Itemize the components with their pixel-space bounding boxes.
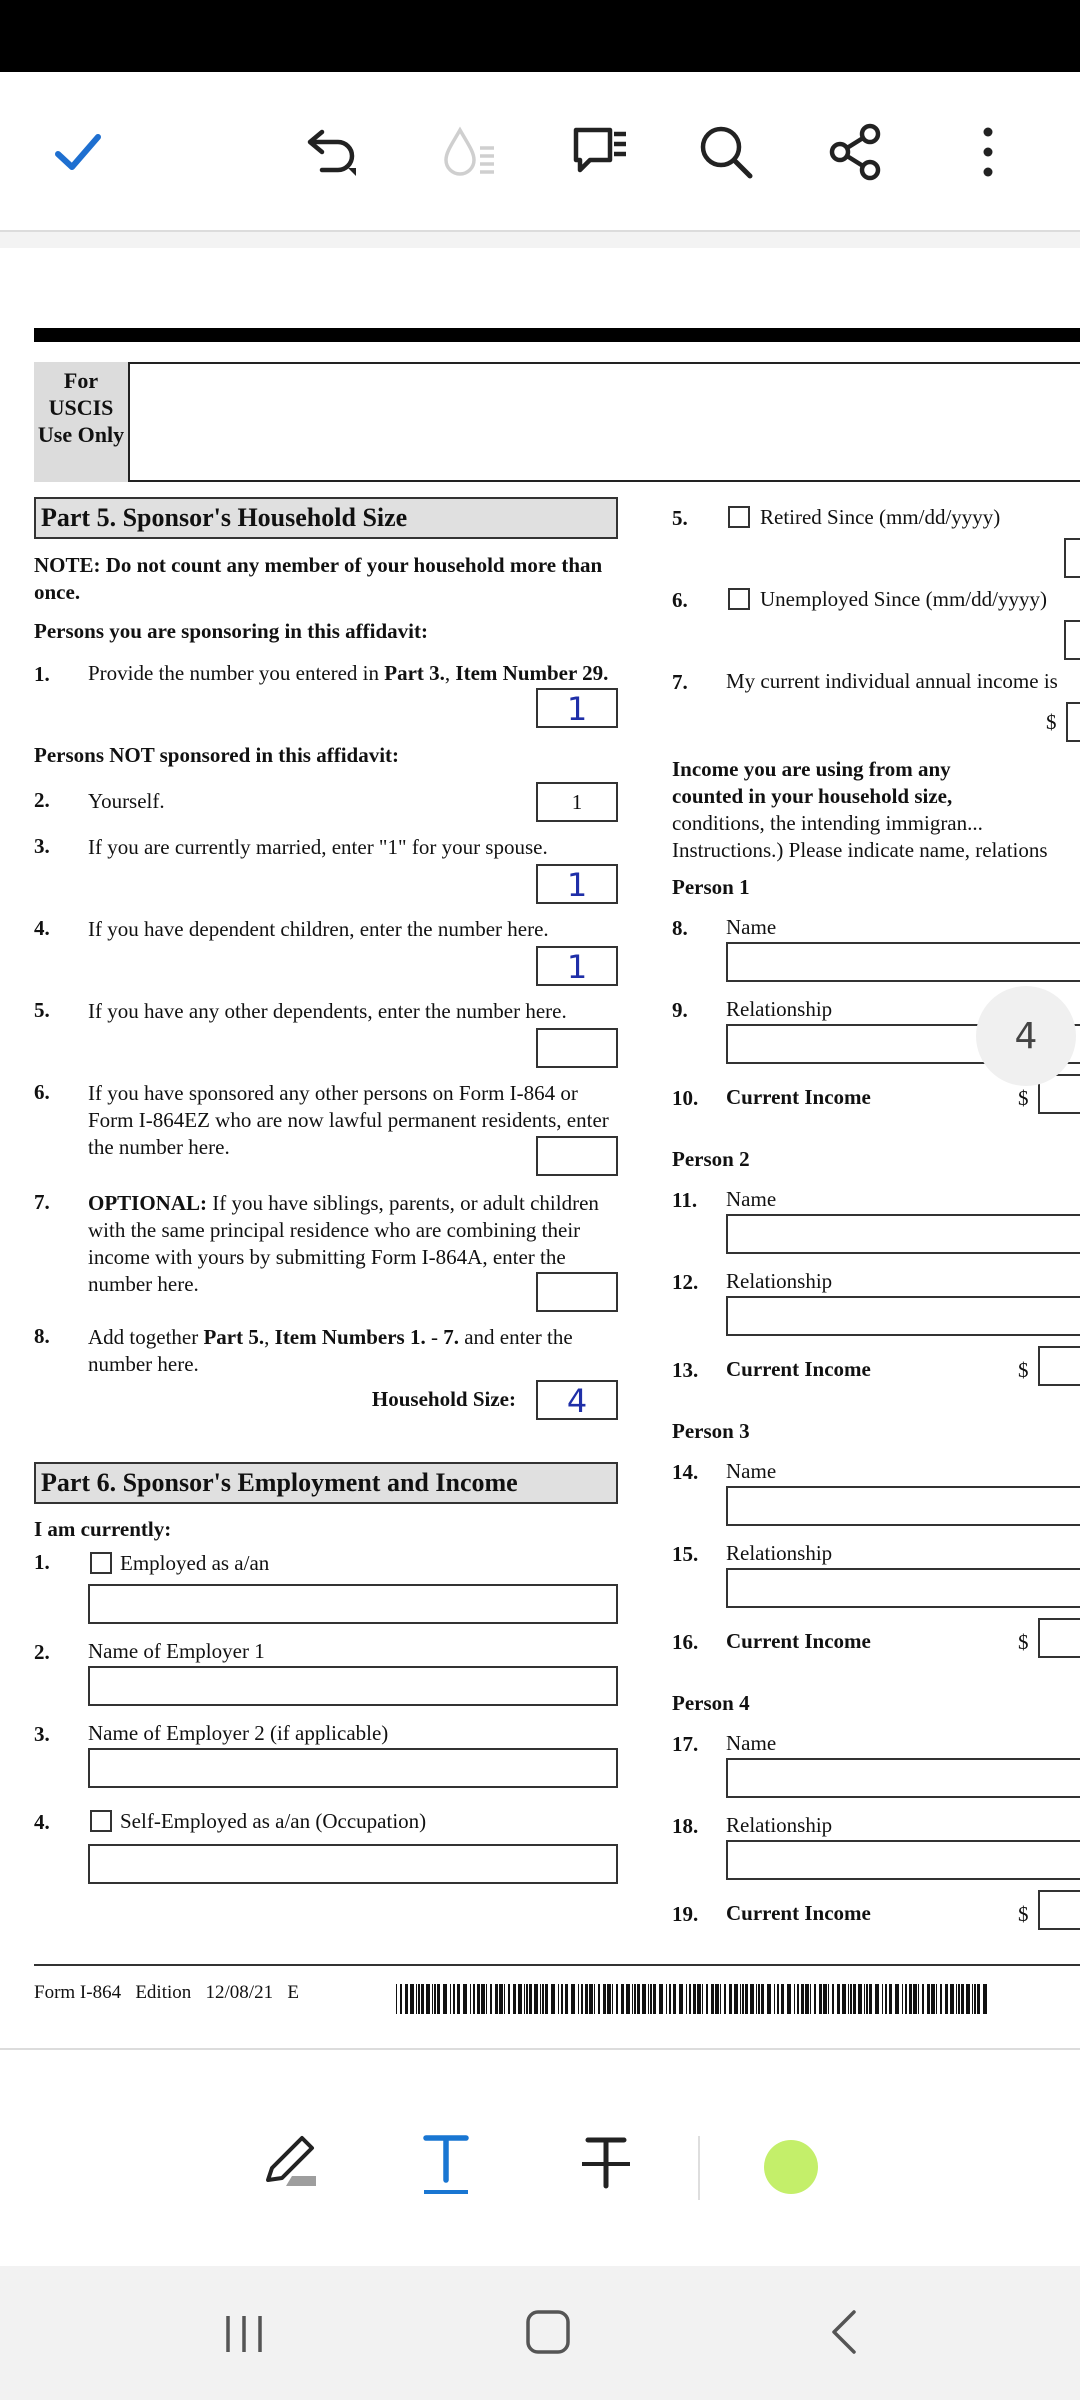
income-para-line3: conditions, the intending immigran...	[672, 811, 983, 835]
toolbar-divider	[698, 2136, 700, 2200]
undo-icon[interactable]	[290, 112, 370, 192]
item-number: 14.	[672, 1460, 699, 1484]
item-number: 12.	[672, 1270, 699, 1294]
item8-text: Add together Part 5., Item Numbers 1. - 7. and enter the number here.	[88, 1325, 573, 1376]
search-icon[interactable]	[686, 112, 766, 192]
item-number: 10.	[672, 1086, 699, 1110]
unemployed-checkbox[interactable]	[728, 588, 750, 610]
person-relationship-label: Relationship	[726, 997, 833, 1021]
top-toolbar	[0, 72, 1080, 230]
item-number: 8.	[34, 1324, 50, 1348]
person-income-input[interactable]	[1038, 1618, 1080, 1658]
person-relationship-label: Relationship	[726, 1813, 833, 1837]
item1-input[interactable]: 1	[536, 688, 618, 728]
dollar-sign: $	[1018, 1358, 1029, 1382]
person-name-input[interactable]	[726, 1486, 1080, 1526]
person-heading: Person 2	[672, 1147, 750, 1171]
recent-apps-icon[interactable]	[216, 2306, 272, 2362]
barcode	[396, 1984, 988, 2014]
home-icon[interactable]	[518, 2302, 578, 2362]
item-number: 5.	[34, 998, 50, 1022]
person-income-input[interactable]	[1038, 1346, 1080, 1386]
header-rule	[34, 328, 1080, 342]
person-name-label: Name	[726, 915, 777, 939]
text-underline-icon[interactable]	[414, 2128, 478, 2198]
person-name-input[interactable]	[726, 1758, 1080, 1798]
employer1-label: Name of Employer 1	[88, 1639, 265, 1663]
income-para-line1: Income you are using from any	[672, 757, 951, 781]
person-relationship-input[interactable]	[726, 1568, 1080, 1608]
income-para-line4: Instructions.) Please indicate name, relations	[672, 838, 1048, 862]
item-number: 15.	[672, 1542, 699, 1566]
item4-text: If you have dependent children, enter the number here.	[88, 917, 549, 941]
item-number: 17.	[672, 1732, 699, 1756]
retired-date-input[interactable]	[1064, 538, 1080, 578]
text-strikethrough-icon[interactable]	[574, 2130, 638, 2194]
person-name-label: Name	[726, 1731, 777, 1755]
item-number: 4.	[34, 916, 50, 940]
page-separator	[0, 230, 1080, 250]
income-para-line2: counted in your household size,	[672, 784, 953, 808]
person-name-label: Name	[726, 1187, 777, 1211]
person-income-label: Current Income	[726, 1357, 871, 1381]
person-relationship-label: Relationship	[726, 1269, 833, 1293]
person-name-label: Name	[726, 1459, 777, 1483]
person-heading: Person 1	[672, 875, 750, 899]
item-number: 4.	[34, 1810, 50, 1834]
employed-checkbox[interactable]	[90, 1552, 112, 1574]
item1-text: Provide the number you entered in Part 3., Item Number 29.	[88, 661, 609, 685]
item4-input[interactable]: 1	[536, 946, 618, 986]
dollar-sign: $	[1018, 1630, 1029, 1654]
item-number: 7.	[34, 1190, 50, 1214]
item-number: 11.	[672, 1188, 698, 1212]
annual-income-label: My current individual annual income is	[726, 669, 1058, 693]
household-size-input[interactable]: 4	[536, 1380, 618, 1420]
item-number: 18.	[672, 1814, 699, 1838]
retired-checkbox[interactable]	[728, 506, 750, 528]
comment-list-icon[interactable]	[560, 112, 640, 192]
ink-drop-icon	[430, 112, 510, 192]
item-number: 3.	[34, 1722, 50, 1746]
person-heading: Person 4	[672, 1691, 750, 1715]
item-number: 7.	[672, 670, 688, 694]
unemployed-label: Unemployed Since (mm/dd/yyyy)	[760, 587, 1047, 611]
unemployed-date-input[interactable]	[1064, 620, 1080, 660]
item-number: 2.	[34, 788, 50, 812]
item-number: 3.	[34, 834, 50, 858]
item2-text: Yourself.	[88, 789, 165, 813]
status-bar	[0, 0, 1080, 72]
item6-input[interactable]	[536, 1136, 618, 1176]
household-size-label: Household Size:	[371, 1387, 516, 1411]
person-name-input[interactable]	[726, 1214, 1080, 1254]
part6-header: Part 6. Sponsor's Employment and Income	[34, 1462, 618, 1504]
item-number: 1.	[34, 662, 50, 686]
item-number: 8.	[672, 916, 688, 940]
part5-header: Part 5. Sponsor's Household Size	[34, 497, 618, 539]
self-employed-label: Self-Employed as a/an (Occupation)	[120, 1809, 427, 1833]
person-income-label: Current Income	[726, 1629, 871, 1653]
person-income-label: Current Income	[726, 1085, 871, 1109]
share-icon[interactable]	[816, 112, 896, 192]
item2-input[interactable]: 1	[536, 782, 618, 822]
item5-input[interactable]	[536, 1028, 618, 1068]
item5-text: If you have any other dependents, enter the number here.	[88, 999, 567, 1023]
item3-text: If you are currently married, enter "1" for your spouse.	[88, 835, 548, 859]
person-relationship-input[interactable]	[726, 1840, 1080, 1880]
item-number: 13.	[672, 1358, 699, 1382]
employer1-input[interactable]	[88, 1666, 618, 1706]
person-income-label: Current Income	[726, 1901, 871, 1925]
employer2-label: Name of Employer 2 (if applicable)	[88, 1721, 389, 1745]
employer2-input[interactable]	[88, 1748, 618, 1788]
item-number: 6.	[672, 588, 688, 612]
dollar-sign: $	[1046, 710, 1057, 734]
highlighter-pen-icon[interactable]	[258, 2130, 322, 2194]
item-number: 6.	[34, 1080, 50, 1104]
checkmark-icon[interactable]	[38, 112, 118, 192]
persons-not-sponsored-heading: Persons NOT sponsored in this affidavit:	[34, 743, 400, 767]
back-icon[interactable]	[818, 2304, 874, 2360]
person-relationship-label: Relationship	[726, 1541, 833, 1565]
part5-note: NOTE: Do not count any member of your household more than once.	[34, 553, 603, 604]
retired-label: Retired Since (mm/dd/yyyy)	[760, 505, 1001, 529]
dollar-sign: $	[1018, 1086, 1029, 1110]
uscis-use-label: For USCIS Use Only	[34, 362, 130, 482]
document-page[interactable]	[0, 248, 1080, 2048]
page-number-fab[interactable]: 4	[976, 986, 1076, 1086]
color-circle-icon[interactable]	[764, 2140, 818, 2194]
item-number: 2.	[34, 1640, 50, 1664]
item6-text: If you have sponsored any other persons on Form I-864 or Form I-864EZ who are now lawful permanent residents, enter the number here.	[88, 1081, 609, 1159]
person-relationship-input[interactable]	[726, 1296, 1080, 1336]
item-number: 5.	[672, 506, 688, 530]
person-heading: Person 3	[672, 1419, 750, 1443]
item-number: 1.	[34, 1550, 50, 1574]
self-employed-input[interactable]	[88, 1844, 618, 1884]
item-number: 19.	[672, 1902, 699, 1926]
more-vert-icon[interactable]	[948, 112, 1028, 192]
persons-sponsoring-heading: Persons you are sponsoring in this affidavit:	[34, 619, 428, 643]
employed-label: Employed as a/an	[120, 1551, 270, 1575]
footer-rule	[34, 1964, 1080, 1966]
item-number: 9.	[672, 998, 688, 1022]
item7-text: OPTIONAL: If you have siblings, parents, or adult children with the same principal residence who are combining their income with yours by submitting Form I-864A, enter the number here.	[88, 1191, 599, 1296]
person-income-input[interactable]	[1038, 1890, 1080, 1930]
self-employed-checkbox[interactable]	[90, 1810, 112, 1832]
dollar-sign: $	[1018, 1902, 1029, 1926]
item3-input[interactable]: 1	[536, 864, 618, 904]
annotation-toolbar	[0, 2048, 1080, 2268]
employed-as-input[interactable]	[88, 1584, 618, 1624]
person-name-input[interactable]	[726, 942, 1080, 982]
item-number: 16.	[672, 1630, 699, 1654]
i-am-currently-label: I am currently:	[34, 1517, 172, 1541]
item7-input[interactable]	[536, 1272, 618, 1312]
uscis-use-box	[34, 362, 1080, 482]
annual-income-input[interactable]	[1066, 702, 1080, 742]
form-edition-label: Form I-864 Edition 12/08/21 E	[34, 1982, 299, 2003]
